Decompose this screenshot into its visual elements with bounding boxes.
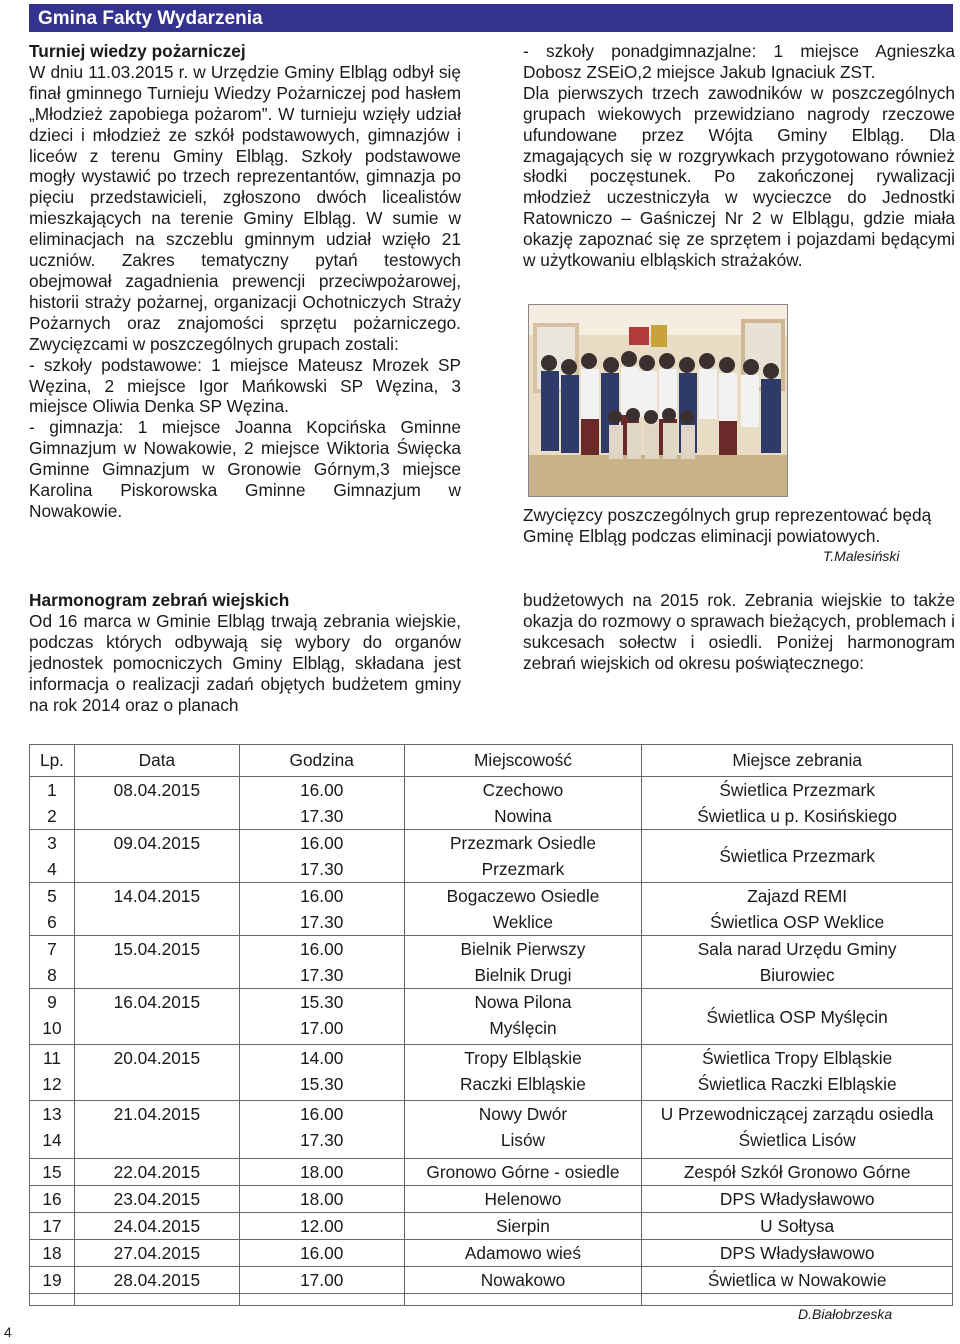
lp-text: 5 bbox=[47, 886, 57, 906]
lp-cell bbox=[30, 883, 75, 936]
lp-text: 11 bbox=[43, 1048, 61, 1068]
meetings-schedule-table bbox=[29, 744, 953, 1306]
date-text: 20.04.2015 bbox=[113, 1048, 201, 1068]
venue-text: Świetlica Lisów bbox=[738, 1130, 856, 1150]
date-text: 21.04.2015 bbox=[113, 1104, 201, 1124]
date-cell bbox=[74, 1186, 239, 1213]
hour-text: 17.30 bbox=[300, 1130, 344, 1150]
header-venue: Miejsce zebrania bbox=[642, 745, 953, 777]
place-text: Bielnik Drugi bbox=[474, 965, 572, 985]
article-paragraph: - gimnazja: 1 miejsce Joanna Kopcińska Gminne Gimnazjum w Nowakowie, 2 miejsce Wiktoria Święcka Gminne Gimnazjum w Gronowie Górnym,3 miejsce Karolina Piskorowska Gminne Gimnazjum w Nowakowie. bbox=[29, 417, 461, 521]
article-paragraph: - szkoły podstawowe: 1 miejsce Mateusz Mrozek SP Węzina, 2 miejsce Igor Mańkowski SP Węzina, 3 miejsce Oliwia Denka SP Węzina. bbox=[29, 354, 461, 417]
article-paragraph: Od 16 marca w Gminie Elbląg trwają zebrania wiejskie, podczas których odbywają się wybory do organów jednostek pomocniczych Gminy Elbląg, składana jest informacja o realizacji zadań objętych budżetem gminy na rok 2014 oraz o planach bbox=[29, 610, 461, 715]
lp-text: 17 bbox=[42, 1216, 62, 1236]
hour-cell bbox=[239, 1045, 404, 1101]
lp-cell bbox=[30, 830, 75, 883]
hour-cell bbox=[239, 830, 404, 883]
lp-cell bbox=[30, 1240, 75, 1267]
date-text: 15.04.2015 bbox=[113, 939, 201, 959]
header-hour: Godzina bbox=[239, 745, 404, 777]
hour-text: 17.30 bbox=[300, 806, 344, 826]
lp-cell bbox=[30, 1045, 75, 1101]
place-text: Nowy Dwór bbox=[478, 1104, 568, 1124]
venue-text: Sala narad Urzędu Gminy bbox=[697, 939, 897, 959]
place-text: Adamowo wieś bbox=[464, 1243, 582, 1263]
hour-text: 16.00 bbox=[300, 939, 344, 959]
hour-text: 16.00 bbox=[300, 1243, 344, 1263]
table-row bbox=[30, 1045, 953, 1101]
hour-text: 16.00 bbox=[300, 833, 344, 853]
table-row bbox=[30, 989, 953, 1045]
place-cell bbox=[404, 777, 642, 830]
hour-cell bbox=[239, 1240, 404, 1267]
hour-text: 17.00 bbox=[300, 1270, 344, 1290]
date-text: 23.04.2015 bbox=[113, 1189, 201, 1209]
header-date: Data bbox=[74, 745, 239, 777]
photo-caption bbox=[523, 505, 955, 547]
header-place: Miejscowość bbox=[404, 745, 642, 777]
table-row-empty bbox=[30, 1294, 953, 1306]
date-cell bbox=[74, 989, 239, 1045]
lp-text: 8 bbox=[47, 965, 57, 985]
header-lp: Lp. bbox=[30, 745, 75, 777]
article-title: Turniej wiedzy pożarniczej bbox=[29, 41, 246, 61]
place-cell bbox=[404, 1267, 642, 1294]
lp-text: 1 bbox=[47, 780, 57, 800]
table-row bbox=[30, 1240, 953, 1267]
hour-text: 12.00 bbox=[300, 1216, 344, 1236]
place-text: Helenowo bbox=[484, 1189, 562, 1209]
author-signature: D.Białobrzeska bbox=[798, 1306, 893, 1322]
article-turniej-right bbox=[523, 41, 955, 271]
hour-text: 14.00 bbox=[300, 1048, 344, 1068]
hour-cell bbox=[239, 989, 404, 1045]
article-harmonogram-right bbox=[523, 590, 955, 674]
lp-cell bbox=[30, 1101, 75, 1159]
date-text: 14.04.2015 bbox=[113, 886, 201, 906]
place-text: Lisów bbox=[500, 1130, 546, 1150]
venue-cell bbox=[642, 830, 953, 883]
place-text: Raczki Elbląskie bbox=[460, 1074, 586, 1094]
venue-cell bbox=[642, 936, 953, 989]
lp-text: 14 bbox=[42, 1130, 62, 1150]
place-text: Sierpin bbox=[496, 1216, 550, 1236]
article-paragraph: budżetowych na 2015 rok. Zebrania wiejskie to także okazja do rozmowy o sprawach bieżących, problemach i sukcesach sołectw i osiedli. Poniżej harmonogram zebrań wiejskich od okresu poświątecznego: bbox=[523, 590, 955, 673]
hour-text: 16.00 bbox=[300, 780, 344, 800]
venue-text: Biurowiec bbox=[759, 965, 835, 985]
hour-text: 18.00 bbox=[300, 1162, 344, 1182]
lp-cell bbox=[30, 1159, 75, 1186]
venue-text: U Sołtysa bbox=[760, 1216, 835, 1236]
venue-cell bbox=[642, 777, 953, 830]
place-cell bbox=[404, 1240, 642, 1267]
date-text: 28.04.2015 bbox=[113, 1270, 201, 1290]
empty-cell bbox=[239, 1294, 404, 1306]
lp-text: 10 bbox=[42, 1018, 62, 1038]
date-text: 24.04.2015 bbox=[113, 1216, 201, 1236]
place-text: Myślęcin bbox=[489, 1018, 557, 1038]
article-paragraph: Dla pierwszych trzech zawodników w poszczególnych grupach wiekowych przewidziano nagrody rzeczowe ufundowane przez Wójta Gminy Elbląg. Dla zmagających się w rozgrywkach przygotowano również słodki poczęstunek. Po zakończonej rywalizacji młodzież uczestniczyła w wycieczce do Jednostki Ratowniczo – Gaśniczej Nr 2 w Elblągu, gdzie miała okazję zapoznać się ze sprzętem i pojazdami będącymi w użytkowaniu elbląskich strażaków. bbox=[523, 82, 955, 271]
table-row bbox=[30, 830, 953, 883]
lp-cell bbox=[30, 1186, 75, 1213]
hour-cell bbox=[239, 883, 404, 936]
place-text: Weklice bbox=[492, 912, 554, 932]
date-cell bbox=[74, 777, 239, 830]
date-cell bbox=[74, 1240, 239, 1267]
article-paragraph: W dniu 11.03.2015 r. w Urzędzie Gminy Elbląg odbył się finał gminnego Turnieju Wiedzy Pożarniczej pod hasłem „Młodzież zapobiega pożarom”. W turnieju wzięły udział dzieci i młodzież ze szkół podstawowych, gimnazjów i liceów z terenu Gminy Elbląg. Szkoły podstawowe mogły wystawić po trzech reprezentantów, gimnazja po pięciu przedstawicieli, zgłoszono dwóch licealistów mieszkających na terenie Gminy Elbląg. W sumie w eliminacjach na szczeblu gminnym udział wzięło 21 uczniów. Zakres tematyczny pytań testowych obejmował zagadnienia prewencji przeciwpożarowej, historii straży pożarnej, organizacji Ochotniczych Straży Pożarnych oraz znajomości sprzętu pożarniczego. Zwycięzcami w poszczególnych grupach zostali: bbox=[29, 61, 461, 354]
hour-text: 16.00 bbox=[300, 1104, 344, 1124]
place-text: Bogaczewo Osiedle bbox=[446, 886, 600, 906]
venue-text: Świetlica Przezmark bbox=[719, 846, 875, 866]
lp-text: 2 bbox=[47, 806, 57, 826]
venue-text: Zespół Szkół Gronowo Górne bbox=[683, 1162, 911, 1182]
venue-cell bbox=[642, 1240, 953, 1267]
venue-text: Świetlica Tropy Elbląskie bbox=[702, 1048, 893, 1068]
lp-text: 19 bbox=[42, 1270, 62, 1290]
date-cell bbox=[74, 830, 239, 883]
date-cell bbox=[74, 1159, 239, 1186]
lp-text: 13 bbox=[42, 1104, 62, 1124]
date-cell bbox=[74, 1267, 239, 1294]
article-paragraph: - szkoły ponadgimnazjalne: 1 miejsce Agnieszka Dobosz ZSEiO,2 miejsce Jakub Ignaciuk ZST. bbox=[523, 41, 955, 82]
place-text: Czechowo bbox=[482, 780, 564, 800]
table-row bbox=[30, 1213, 953, 1240]
place-cell bbox=[404, 989, 642, 1045]
hour-text: 17.00 bbox=[300, 1018, 344, 1038]
place-cell bbox=[404, 1213, 642, 1240]
venue-text: DPS Władysławowo bbox=[719, 1243, 875, 1263]
date-cell bbox=[74, 883, 239, 936]
lp-text: 9 bbox=[47, 992, 57, 1012]
place-cell bbox=[404, 830, 642, 883]
hour-text: 17.30 bbox=[300, 965, 344, 985]
date-cell bbox=[74, 1101, 239, 1159]
venue-text: Świetlica w Nowakowie bbox=[707, 1270, 887, 1290]
place-cell bbox=[404, 1045, 642, 1101]
place-cell bbox=[404, 1186, 642, 1213]
venue-cell bbox=[642, 1045, 953, 1101]
lp-text: 18 bbox=[42, 1243, 62, 1263]
date-text: 22.04.2015 bbox=[113, 1162, 201, 1182]
empty-cell bbox=[74, 1294, 239, 1306]
date-text: 08.04.2015 bbox=[113, 780, 201, 800]
venue-text: Zajazd REMI bbox=[747, 886, 848, 906]
venue-cell bbox=[642, 989, 953, 1045]
hour-cell bbox=[239, 777, 404, 830]
lp-text: 3 bbox=[47, 833, 57, 853]
lp-cell bbox=[30, 989, 75, 1045]
hour-cell bbox=[239, 1186, 404, 1213]
hour-cell bbox=[239, 1101, 404, 1159]
table-row bbox=[30, 1267, 953, 1294]
lp-text: 15 bbox=[42, 1162, 62, 1182]
venue-text: Świetlica u p. Kosińskiego bbox=[697, 806, 898, 826]
venue-text: DPS Władysławowo bbox=[719, 1189, 875, 1209]
hour-text: 15.30 bbox=[300, 992, 344, 1012]
page-number: 4 bbox=[4, 1324, 12, 1340]
table-row bbox=[30, 777, 953, 830]
place-text: Nowina bbox=[494, 806, 552, 826]
hour-text: 15.30 bbox=[300, 1074, 344, 1094]
lp-text: 6 bbox=[47, 912, 57, 932]
place-cell bbox=[404, 883, 642, 936]
place-text: Nowa Pilona bbox=[474, 992, 572, 1012]
date-text: 09.04.2015 bbox=[113, 833, 201, 853]
table-row bbox=[30, 1186, 953, 1213]
date-cell bbox=[74, 1213, 239, 1240]
venue-text: Świetlica Przezmark bbox=[719, 780, 875, 800]
lp-text: 16 bbox=[42, 1189, 62, 1209]
place-cell bbox=[404, 936, 642, 989]
hour-text: 17.30 bbox=[300, 859, 344, 879]
venue-cell bbox=[642, 1267, 953, 1294]
venue-cell bbox=[642, 1101, 953, 1159]
place-cell bbox=[404, 1159, 642, 1186]
empty-cell bbox=[642, 1294, 953, 1306]
table-row bbox=[30, 1101, 953, 1159]
place-text: Nowakowo bbox=[480, 1270, 566, 1290]
caption-text: Zwycięzcy poszczególnych grup reprezentować będą Gminę Elbląg podczas eliminacji powiatowych. bbox=[523, 505, 932, 546]
place-text: Tropy Elbląskie bbox=[464, 1048, 582, 1068]
lp-text: 12 bbox=[42, 1074, 62, 1094]
lp-cell bbox=[30, 777, 75, 830]
group-photo bbox=[528, 304, 788, 497]
venue-cell bbox=[642, 1159, 953, 1186]
lp-cell bbox=[30, 936, 75, 989]
hour-cell bbox=[239, 936, 404, 989]
venue-cell bbox=[642, 883, 953, 936]
hour-cell bbox=[239, 1213, 404, 1240]
table-row bbox=[30, 936, 953, 989]
place-text: Przezmark Osiedle bbox=[449, 833, 596, 853]
venue-text: Świetlica OSP Myślęcin bbox=[706, 1006, 888, 1027]
table-header-row bbox=[30, 745, 953, 777]
venue-cell bbox=[642, 1213, 953, 1240]
hour-text: 18.00 bbox=[300, 1189, 344, 1209]
article-title: Harmonogram zebrań wiejskich bbox=[29, 590, 290, 610]
empty-cell bbox=[404, 1294, 642, 1306]
place-text: Gronowo Górne - osiedle bbox=[426, 1162, 620, 1182]
hour-cell bbox=[239, 1267, 404, 1294]
article-harmonogram-left bbox=[29, 590, 461, 715]
empty-cell bbox=[30, 1294, 75, 1306]
hour-cell bbox=[239, 1159, 404, 1186]
date-text: 16.04.2015 bbox=[113, 992, 201, 1012]
venue-cell bbox=[642, 1186, 953, 1213]
date-text: 27.04.2015 bbox=[113, 1243, 201, 1263]
lp-cell bbox=[30, 1267, 75, 1294]
author-signature: T.Malesiński bbox=[823, 548, 900, 564]
lp-text: 7 bbox=[47, 939, 57, 959]
venue-text: U Przewodniczącej zarządu osiedla bbox=[660, 1104, 934, 1124]
date-cell bbox=[74, 1045, 239, 1101]
lp-text: 4 bbox=[47, 859, 57, 879]
hour-text: 16.00 bbox=[300, 886, 344, 906]
article-turniej-left bbox=[29, 41, 461, 522]
place-text: Przezmark bbox=[481, 859, 565, 879]
hour-text: 17.30 bbox=[300, 912, 344, 932]
lp-cell bbox=[30, 1213, 75, 1240]
venue-text: Świetlica OSP Weklice bbox=[710, 912, 885, 932]
table-row bbox=[30, 1159, 953, 1186]
section-banner: Gmina Fakty Wydarzenia bbox=[29, 4, 953, 32]
venue-text: Świetlica Raczki Elbląskie bbox=[697, 1074, 897, 1094]
place-text: Bielnik Pierwszy bbox=[460, 939, 586, 959]
table-row bbox=[30, 883, 953, 936]
date-cell bbox=[74, 936, 239, 989]
place-cell bbox=[404, 1101, 642, 1159]
